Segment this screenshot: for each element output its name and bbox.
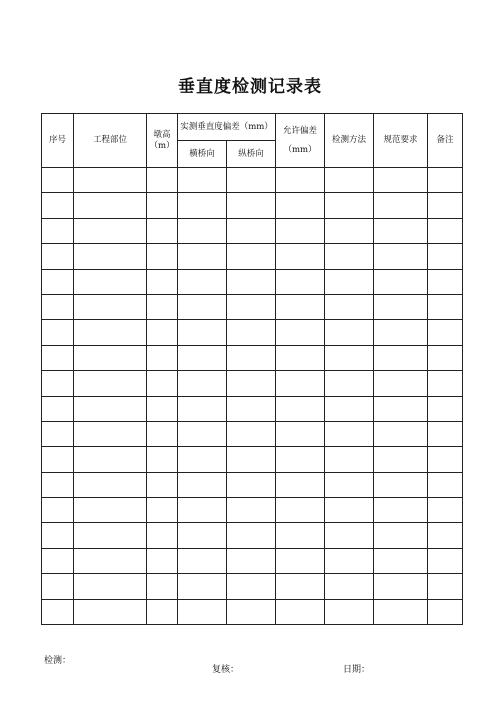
table-cell bbox=[227, 599, 276, 624]
verticality-record-table bbox=[41, 113, 463, 625]
table-cell bbox=[374, 472, 428, 497]
table-cell bbox=[325, 320, 374, 345]
table-cell bbox=[227, 320, 276, 345]
table-cell bbox=[227, 218, 276, 243]
table-cell bbox=[428, 244, 463, 269]
table-cell bbox=[276, 523, 325, 548]
table-row bbox=[42, 548, 463, 573]
table-cell bbox=[428, 599, 463, 624]
table-cell bbox=[178, 548, 227, 573]
table-cell bbox=[374, 294, 428, 319]
table-cell bbox=[227, 574, 276, 599]
table-cell bbox=[42, 320, 74, 345]
table-cell bbox=[276, 548, 325, 573]
table-cell bbox=[227, 498, 276, 523]
table-cell bbox=[178, 244, 227, 269]
table-cell bbox=[276, 320, 325, 345]
header-allowed-unit: （mm） bbox=[283, 144, 317, 155]
table-cell bbox=[42, 523, 74, 548]
table-row bbox=[42, 396, 463, 421]
table-cell bbox=[74, 421, 147, 446]
table-cell bbox=[74, 269, 147, 294]
table-cell bbox=[374, 244, 428, 269]
table-cell bbox=[178, 396, 227, 421]
table-cell bbox=[276, 345, 325, 370]
table-cell bbox=[276, 371, 325, 396]
table-cell bbox=[178, 447, 227, 472]
table-cell bbox=[227, 421, 276, 446]
table-cell bbox=[276, 574, 325, 599]
table-row bbox=[42, 294, 463, 319]
table-cell bbox=[178, 599, 227, 624]
table-cell bbox=[74, 371, 147, 396]
header-spec: 规范要求 bbox=[374, 114, 428, 168]
table-cell bbox=[325, 548, 374, 573]
table-cell bbox=[147, 498, 178, 523]
table-cell bbox=[325, 193, 374, 218]
table-cell bbox=[325, 599, 374, 624]
table-row bbox=[42, 244, 463, 269]
table-cell bbox=[147, 447, 178, 472]
table-body bbox=[42, 168, 463, 625]
table-cell bbox=[325, 447, 374, 472]
table-cell bbox=[276, 244, 325, 269]
table-row bbox=[42, 498, 463, 523]
table-cell bbox=[147, 574, 178, 599]
table-cell bbox=[374, 168, 428, 193]
table-cell bbox=[74, 447, 147, 472]
table-cell bbox=[428, 345, 463, 370]
table-cell bbox=[325, 472, 374, 497]
footer-reviewer-label: 复核： bbox=[212, 665, 240, 675]
table-cell bbox=[428, 498, 463, 523]
table-cell bbox=[147, 269, 178, 294]
footer-inspector-label: 检测： bbox=[44, 656, 72, 666]
table-row bbox=[42, 269, 463, 294]
table-cell bbox=[42, 193, 74, 218]
table-cell bbox=[276, 269, 325, 294]
table-cell bbox=[325, 371, 374, 396]
header-pier-height-unit: （m） bbox=[149, 140, 175, 151]
table-cell bbox=[325, 269, 374, 294]
table-cell bbox=[74, 218, 147, 243]
table-cell bbox=[147, 294, 178, 319]
table-cell bbox=[42, 548, 74, 573]
table-row bbox=[42, 371, 463, 396]
table-cell bbox=[227, 396, 276, 421]
table-cell bbox=[428, 294, 463, 319]
table-cell bbox=[42, 294, 74, 319]
table-cell bbox=[74, 168, 147, 193]
header-remark: 备注 bbox=[428, 114, 463, 168]
page-title: 垂直度检测记录表 bbox=[178, 77, 322, 97]
table-cell bbox=[428, 168, 463, 193]
table-cell bbox=[428, 421, 463, 446]
table-row bbox=[42, 447, 463, 472]
table-cell bbox=[178, 345, 227, 370]
table-row bbox=[42, 523, 463, 548]
table-cell bbox=[374, 345, 428, 370]
table-cell bbox=[74, 320, 147, 345]
table-cell bbox=[276, 599, 325, 624]
header-allowed-deviation bbox=[276, 114, 325, 168]
table-cell bbox=[42, 498, 74, 523]
table-cell bbox=[325, 168, 374, 193]
table-row bbox=[42, 472, 463, 497]
table-cell bbox=[178, 320, 227, 345]
table-cell bbox=[325, 218, 374, 243]
table-cell bbox=[276, 447, 325, 472]
table-row bbox=[42, 168, 463, 193]
table-cell bbox=[42, 421, 74, 446]
table-cell bbox=[42, 472, 74, 497]
table-cell bbox=[74, 193, 147, 218]
table-cell bbox=[42, 345, 74, 370]
table-cell bbox=[325, 421, 374, 446]
table-cell bbox=[147, 396, 178, 421]
table-cell bbox=[42, 447, 74, 472]
table-cell bbox=[147, 472, 178, 497]
table-cell bbox=[374, 574, 428, 599]
table-cell bbox=[74, 244, 147, 269]
table-cell bbox=[74, 498, 147, 523]
table-cell bbox=[428, 574, 463, 599]
table-cell bbox=[42, 168, 74, 193]
table-row bbox=[42, 218, 463, 243]
table-cell bbox=[74, 294, 147, 319]
table-cell bbox=[227, 193, 276, 218]
table-cell bbox=[428, 320, 463, 345]
table-cell bbox=[374, 371, 428, 396]
table-cell bbox=[276, 294, 325, 319]
table-cell bbox=[428, 447, 463, 472]
table-cell bbox=[374, 599, 428, 624]
header-location: 工程部位 bbox=[74, 114, 147, 168]
table-cell bbox=[428, 193, 463, 218]
table-cell bbox=[147, 421, 178, 446]
table-cell bbox=[325, 345, 374, 370]
table-cell bbox=[428, 523, 463, 548]
table-cell bbox=[42, 244, 74, 269]
table-cell bbox=[178, 574, 227, 599]
table-cell bbox=[428, 371, 463, 396]
table-cell bbox=[178, 421, 227, 446]
table-cell bbox=[374, 548, 428, 573]
table-cell bbox=[374, 320, 428, 345]
table-cell bbox=[374, 269, 428, 294]
table-cell bbox=[374, 218, 428, 243]
table-cell bbox=[227, 294, 276, 319]
header-seq: 序号 bbox=[42, 114, 74, 168]
table-cell bbox=[227, 345, 276, 370]
header-transverse: 横桥向 bbox=[178, 141, 227, 168]
table-cell bbox=[374, 523, 428, 548]
table-row bbox=[42, 345, 463, 370]
table-cell bbox=[428, 218, 463, 243]
table-cell bbox=[147, 193, 178, 218]
table-cell bbox=[74, 523, 147, 548]
table-cell bbox=[178, 168, 227, 193]
header-pier-height bbox=[147, 114, 178, 168]
table-cell bbox=[147, 548, 178, 573]
table-cell bbox=[374, 421, 428, 446]
table-row bbox=[42, 421, 463, 446]
table-row bbox=[42, 320, 463, 345]
table-cell bbox=[74, 599, 147, 624]
table-cell bbox=[147, 599, 178, 624]
table-cell bbox=[374, 498, 428, 523]
table-row bbox=[42, 599, 463, 624]
table-cell bbox=[325, 574, 374, 599]
table-cell bbox=[42, 396, 74, 421]
table-cell bbox=[147, 218, 178, 243]
table-cell bbox=[147, 244, 178, 269]
table-cell bbox=[178, 523, 227, 548]
table-cell bbox=[42, 269, 74, 294]
table-cell bbox=[74, 574, 147, 599]
table-cell bbox=[276, 218, 325, 243]
table-cell bbox=[227, 168, 276, 193]
header-measured-deviation: 实测垂直度偏差（mm） bbox=[178, 114, 276, 141]
table-cell bbox=[74, 472, 147, 497]
header-pier-height-label: 墩高 bbox=[153, 129, 171, 140]
table-cell bbox=[227, 269, 276, 294]
table-cell bbox=[74, 345, 147, 370]
header-allowed-label: 允许偏差 bbox=[282, 125, 317, 136]
table-cell bbox=[325, 294, 374, 319]
table-cell bbox=[178, 472, 227, 497]
table-cell bbox=[428, 396, 463, 421]
table-cell bbox=[374, 193, 428, 218]
table-cell bbox=[178, 294, 227, 319]
table-cell bbox=[42, 218, 74, 243]
table-cell bbox=[178, 371, 227, 396]
table-cell bbox=[147, 371, 178, 396]
table-cell bbox=[276, 421, 325, 446]
table-cell bbox=[178, 498, 227, 523]
table-cell bbox=[147, 168, 178, 193]
table-cell bbox=[428, 269, 463, 294]
table-cell bbox=[276, 472, 325, 497]
table-cell bbox=[178, 218, 227, 243]
table-row bbox=[42, 574, 463, 599]
table-cell bbox=[227, 244, 276, 269]
table-cell bbox=[42, 574, 74, 599]
table-row bbox=[42, 193, 463, 218]
table-cell bbox=[276, 168, 325, 193]
table-cell bbox=[178, 193, 227, 218]
table-cell bbox=[74, 548, 147, 573]
table-cell bbox=[147, 523, 178, 548]
table-cell bbox=[325, 244, 374, 269]
table-cell bbox=[374, 447, 428, 472]
table-cell bbox=[227, 472, 276, 497]
header-method: 检测方法 bbox=[325, 114, 374, 168]
table-cell bbox=[178, 269, 227, 294]
table-cell bbox=[374, 396, 428, 421]
table-cell bbox=[325, 396, 374, 421]
footer-date-label: 日期： bbox=[343, 665, 371, 675]
header-longitudinal: 纵桥向 bbox=[227, 141, 276, 168]
table-cell bbox=[227, 548, 276, 573]
table-cell bbox=[276, 193, 325, 218]
table-cell bbox=[428, 472, 463, 497]
table-cell bbox=[147, 320, 178, 345]
table-cell bbox=[227, 447, 276, 472]
table-cell bbox=[42, 599, 74, 624]
table-cell bbox=[42, 371, 74, 396]
table-cell bbox=[325, 498, 374, 523]
table-cell bbox=[276, 498, 325, 523]
table-cell bbox=[227, 371, 276, 396]
table-cell bbox=[325, 523, 374, 548]
table-cell bbox=[147, 345, 178, 370]
table-cell bbox=[227, 523, 276, 548]
table-cell bbox=[428, 548, 463, 573]
table-cell bbox=[276, 396, 325, 421]
table-cell bbox=[74, 396, 147, 421]
